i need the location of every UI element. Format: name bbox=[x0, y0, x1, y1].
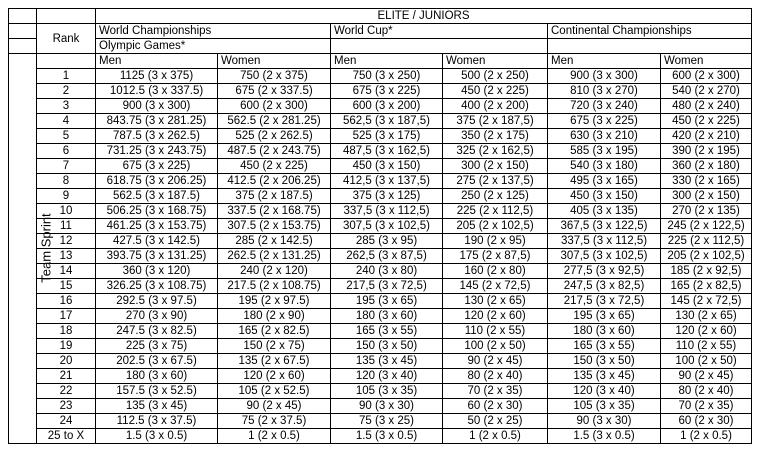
table-row bbox=[9, 219, 752, 234]
cc-women-cell: 165 (2 x 82,5) bbox=[661, 279, 752, 294]
cup-men-cell: 675 (3 x 225) bbox=[331, 84, 443, 99]
cup-women-cell: 175 (2 x 87,5) bbox=[443, 249, 548, 264]
wc-women-cell: 90 (2 x 45) bbox=[218, 399, 331, 414]
cup-women-heading: Women bbox=[443, 54, 548, 69]
cc-women-cell: 110 (2 x 55) bbox=[661, 339, 752, 354]
table-row bbox=[9, 339, 752, 354]
cc-women-cell: 600 (2 x 300) bbox=[661, 69, 752, 84]
cup-men-cell: 135 (3 x 45) bbox=[331, 354, 443, 369]
cup-men-cell: 1.5 (3 x 0.5) bbox=[331, 429, 443, 444]
cup-men-cell: 120 (3 x 40) bbox=[331, 369, 443, 384]
cup-men-heading: Men bbox=[331, 54, 443, 69]
wc-men-cell: 1.5 (3 x 0.5) bbox=[96, 429, 218, 444]
wc-women-cell: 105 (2 x 52.5) bbox=[218, 384, 331, 399]
wc-women-cell: 150 (2 x 75) bbox=[218, 339, 331, 354]
wc-men-cell: 506.25 (3 x 168.75) bbox=[96, 204, 218, 219]
wc-men-cell: 112.5 (3 x 37.5) bbox=[96, 414, 218, 429]
cc-men-cell: 810 (3 x 270) bbox=[548, 84, 661, 99]
rank-cell: 12 bbox=[37, 234, 96, 249]
rank-cell: 20 bbox=[37, 354, 96, 369]
empty-heading-cell bbox=[548, 39, 752, 54]
corner-cell bbox=[9, 24, 37, 39]
wc-women-cell: 307.5 (2 x 153.75) bbox=[218, 219, 331, 234]
cup-men-cell: 487,5 (3 x 162,5) bbox=[331, 144, 443, 159]
cup-men-cell: 450 (3 x 150) bbox=[331, 159, 443, 174]
cc-men-cell: 247,5 (3 x 82,5) bbox=[548, 279, 661, 294]
wc-men-cell: 562.5 (3 x 187.5) bbox=[96, 189, 218, 204]
cc-men-cell: 120 (3 x 40) bbox=[548, 384, 661, 399]
table-row bbox=[9, 129, 752, 144]
rank-cell: 5 bbox=[37, 129, 96, 144]
cup-women-cell: 205 (2 x 102,5) bbox=[443, 219, 548, 234]
cc-women-cell: 270 (2 x 135) bbox=[661, 204, 752, 219]
table-row bbox=[9, 369, 752, 384]
table-row bbox=[9, 159, 752, 174]
wc-men-cell: 1125 (3 x 375) bbox=[96, 69, 218, 84]
rank-cell: 23 bbox=[37, 399, 96, 414]
rank-cell: 1 bbox=[37, 69, 96, 84]
cup-men-cell: 337,5 (3 x 112,5) bbox=[331, 204, 443, 219]
olympic-games-heading: Olympic Games* bbox=[96, 39, 331, 54]
cup-women-cell: 350 (2 x 175) bbox=[443, 129, 548, 144]
wc-men-cell: 180 (3 x 60) bbox=[96, 369, 218, 384]
cc-men-cell: 540 (3 x 180) bbox=[548, 159, 661, 174]
cup-women-cell: 400 (2 x 200) bbox=[443, 99, 548, 114]
cc-men-cell: 367,5 (3 x 122,5) bbox=[548, 219, 661, 234]
cc-women-cell: 80 (2 x 40) bbox=[661, 384, 752, 399]
cc-women-cell: 360 (2 x 180) bbox=[661, 159, 752, 174]
cup-women-cell: 275 (2 x 137,5) bbox=[443, 174, 548, 189]
wc-men-cell: 1012.5 (3 x 337.5) bbox=[96, 84, 218, 99]
cc-men-cell: 277,5 (3 x 92,5) bbox=[548, 264, 661, 279]
rank-cell: 16 bbox=[37, 294, 96, 309]
cc-men-cell: 105 (3 x 35) bbox=[548, 399, 661, 414]
rank-cell: 10 bbox=[37, 204, 96, 219]
cup-men-cell: 750 (3 x 250) bbox=[331, 69, 443, 84]
wc-men-cell: 247.5 (3 x 82.5) bbox=[96, 324, 218, 339]
cup-men-cell: 285 (3 x 95) bbox=[331, 234, 443, 249]
cc-women-cell: 480 (2 x 240) bbox=[661, 99, 752, 114]
wc-men-cell: 461.25 (3 x 153.75) bbox=[96, 219, 218, 234]
wc-men-cell: 270 (3 x 90) bbox=[96, 309, 218, 324]
cup-women-cell: 70 (2 x 35) bbox=[443, 384, 548, 399]
table-row bbox=[9, 174, 752, 189]
wc-men-cell: 393.75 (3 x 131.25) bbox=[96, 249, 218, 264]
cc-women-cell: 540 (2 x 270) bbox=[661, 84, 752, 99]
cup-women-cell: 130 (2 x 65) bbox=[443, 294, 548, 309]
table-row bbox=[9, 399, 752, 414]
wc-men-cell: 326.25 (3 x 108.75) bbox=[96, 279, 218, 294]
cc-women-cell: 225 (2 x 112,5) bbox=[661, 234, 752, 249]
cc-women-cell: 90 (2 x 45) bbox=[661, 369, 752, 384]
table-row bbox=[9, 69, 752, 84]
rank-cell: 25 to X bbox=[37, 429, 96, 444]
cc-men-cell: 90 (3 x 30) bbox=[548, 414, 661, 429]
cc-men-cell: 405 (3 x 135) bbox=[548, 204, 661, 219]
cup-men-cell: 105 (3 x 35) bbox=[331, 384, 443, 399]
header-row-gender bbox=[9, 54, 752, 69]
wc-men-cell: 135 (3 x 45) bbox=[96, 399, 218, 414]
header-row-olympic bbox=[9, 39, 752, 54]
cup-men-cell: 150 (3 x 50) bbox=[331, 339, 443, 354]
cup-women-cell: 145 (2 x 72,5) bbox=[443, 279, 548, 294]
corner-cell bbox=[37, 9, 96, 24]
cc-men-cell: 150 (3 x 50) bbox=[548, 354, 661, 369]
table-row bbox=[9, 204, 752, 219]
cup-men-cell: 412,5 (3 x 137,5) bbox=[331, 174, 443, 189]
rank-cell: 18 bbox=[37, 324, 96, 339]
wc-women-heading: Women bbox=[218, 54, 331, 69]
wc-men-cell: 225 (3 x 75) bbox=[96, 339, 218, 354]
wc-men-cell: 675 (3 x 225) bbox=[96, 159, 218, 174]
cc-women-cell: 420 (2 x 210) bbox=[661, 129, 752, 144]
cc-men-cell: 720 (3 x 240) bbox=[548, 99, 661, 114]
cc-women-cell: 60 (2 x 30) bbox=[661, 414, 752, 429]
group-heading: ELITE / JUNIORS bbox=[96, 9, 752, 24]
rank-cell: 2 bbox=[37, 84, 96, 99]
cup-men-cell: 165 (3 x 55) bbox=[331, 324, 443, 339]
cup-women-cell: 50 (2 x 25) bbox=[443, 414, 548, 429]
corner-cell bbox=[9, 9, 37, 24]
cc-women-cell: 100 (2 x 50) bbox=[661, 354, 752, 369]
cup-women-cell: 100 (2 x 50) bbox=[443, 339, 548, 354]
cup-women-cell: 500 (2 x 250) bbox=[443, 69, 548, 84]
cup-women-cell: 250 (2 x 125) bbox=[443, 189, 548, 204]
rank-cell: 9 bbox=[37, 189, 96, 204]
cc-men-cell: 180 (3 x 60) bbox=[548, 324, 661, 339]
cup-men-cell: 75 (3 x 25) bbox=[331, 414, 443, 429]
wc-women-cell: 195 (2 x 97.5) bbox=[218, 294, 331, 309]
table-row bbox=[9, 354, 752, 369]
table-row bbox=[9, 429, 752, 444]
wc-women-cell: 562.5 (2 x 281.25) bbox=[218, 114, 331, 129]
rank-heading: Rank bbox=[37, 24, 96, 54]
wc-women-cell: 750 (2 x 375) bbox=[218, 69, 331, 84]
rank-cell: 21 bbox=[37, 369, 96, 384]
table-row bbox=[9, 294, 752, 309]
cup-men-cell: 262,5 (3 x 87,5) bbox=[331, 249, 443, 264]
cc-women-cell: 245 (2 x 122,5) bbox=[661, 219, 752, 234]
wc-men-cell: 618.75 (3 x 206.25) bbox=[96, 174, 218, 189]
cc-women-cell: 120 (2 x 60) bbox=[661, 324, 752, 339]
empty-heading-cell bbox=[331, 39, 548, 54]
cup-men-cell: 180 (3 x 60) bbox=[331, 309, 443, 324]
rank-cell: 17 bbox=[37, 309, 96, 324]
cc-men-cell: 337,5 (3 x 112,5) bbox=[548, 234, 661, 249]
wc-women-cell: 1 (2 x 0.5) bbox=[218, 429, 331, 444]
cc-men-cell: 585 (3 x 195) bbox=[548, 144, 661, 159]
cup-men-cell: 525 (3 x 175) bbox=[331, 129, 443, 144]
empty-rank-cell bbox=[37, 54, 96, 69]
cup-men-cell: 307,5 (3 x 102,5) bbox=[331, 219, 443, 234]
rank-cell: 22 bbox=[37, 384, 96, 399]
cup-women-cell: 1 (2 x 0.5) bbox=[443, 429, 548, 444]
cup-women-cell: 300 (2 x 150) bbox=[443, 159, 548, 174]
table-row bbox=[9, 189, 752, 204]
wc-women-cell: 375 (2 x 187.5) bbox=[218, 189, 331, 204]
header-row-competitions bbox=[9, 24, 752, 39]
cc-women-cell: 390 (2 x 195) bbox=[661, 144, 752, 159]
points-table-wrapper bbox=[8, 8, 752, 444]
cc-men-cell: 165 (3 x 55) bbox=[548, 339, 661, 354]
cup-women-cell: 450 (2 x 225) bbox=[443, 84, 548, 99]
cc-women-cell: 1 (2 x 0.5) bbox=[661, 429, 752, 444]
cc-men-cell: 135 (3 x 45) bbox=[548, 369, 661, 384]
cc-women-cell: 330 (2 x 165) bbox=[661, 174, 752, 189]
continental-championships-heading: Continental Championships bbox=[548, 24, 752, 39]
wc-women-cell: 165 (2 x 82.5) bbox=[218, 324, 331, 339]
wc-women-cell: 450 (2 x 225) bbox=[218, 159, 331, 174]
cc-women-cell: 205 (2 x 102,5) bbox=[661, 249, 752, 264]
wc-women-cell: 285 (2 x 142.5) bbox=[218, 234, 331, 249]
table-row bbox=[9, 249, 752, 264]
cc-women-cell: 145 (2 x 72,5) bbox=[661, 294, 752, 309]
wc-men-heading: Men bbox=[96, 54, 218, 69]
wc-men-cell: 731.25 (3 x 243.75) bbox=[96, 144, 218, 159]
rank-cell: 11 bbox=[37, 219, 96, 234]
table-row bbox=[9, 309, 752, 324]
table-row bbox=[9, 84, 752, 99]
cc-women-cell: 185 (2 x 92,5) bbox=[661, 264, 752, 279]
table-row bbox=[9, 414, 752, 429]
wc-women-cell: 75 (2 x 37.5) bbox=[218, 414, 331, 429]
cc-women-cell: 130 (2 x 65) bbox=[661, 309, 752, 324]
cc-men-cell: 630 (3 x 210) bbox=[548, 129, 661, 144]
wc-men-cell: 787.5 (3 x 262.5) bbox=[96, 129, 218, 144]
cup-men-cell: 217,5 (3 x 72,5) bbox=[331, 279, 443, 294]
table-row bbox=[9, 234, 752, 249]
cup-women-cell: 80 (2 x 40) bbox=[443, 369, 548, 384]
cup-women-cell: 60 (2 x 30) bbox=[443, 399, 548, 414]
cc-women-cell: 450 (2 x 225) bbox=[661, 114, 752, 129]
wc-men-cell: 427.5 (3 x 142.5) bbox=[96, 234, 218, 249]
cup-men-cell: 375 (3 x 125) bbox=[331, 189, 443, 204]
cup-women-cell: 90 (2 x 45) bbox=[443, 354, 548, 369]
world-cup-heading: World Cup* bbox=[331, 24, 548, 39]
wc-women-cell: 120 (2 x 60) bbox=[218, 369, 331, 384]
rank-cell: 15 bbox=[37, 279, 96, 294]
wc-men-cell: 360 (3 x 120) bbox=[96, 264, 218, 279]
cc-men-cell: 675 (3 x 225) bbox=[548, 114, 661, 129]
wc-women-cell: 262.5 (2 x 131.25) bbox=[218, 249, 331, 264]
cc-men-cell: 1.5 (3 x 0.5) bbox=[548, 429, 661, 444]
team-sprint-side-label bbox=[9, 54, 54, 444]
wc-women-cell: 180 (2 x 90) bbox=[218, 309, 331, 324]
table-row bbox=[9, 144, 752, 159]
cc-men-cell: 495 (3 x 165) bbox=[548, 174, 661, 189]
points-table bbox=[8, 8, 752, 444]
cup-women-cell: 120 (2 x 60) bbox=[443, 309, 548, 324]
table-row bbox=[9, 324, 752, 339]
cc-men-heading: Men bbox=[548, 54, 661, 69]
cup-women-cell: 225 (2 x 112,5) bbox=[443, 204, 548, 219]
cc-men-cell: 450 (3 x 150) bbox=[548, 189, 661, 204]
table-row bbox=[9, 264, 752, 279]
wc-men-cell: 157.5 (3 x 52.5) bbox=[96, 384, 218, 399]
cc-men-cell: 195 (3 x 65) bbox=[548, 309, 661, 324]
cup-men-cell: 195 (3 x 65) bbox=[331, 294, 443, 309]
world-championships-heading: World Championships bbox=[96, 24, 331, 39]
table-row bbox=[9, 114, 752, 129]
cup-men-cell: 562,5 (3 x 187,5) bbox=[331, 114, 443, 129]
cup-men-cell: 240 (3 x 80) bbox=[331, 264, 443, 279]
wc-women-cell: 487.5 (2 x 243.75) bbox=[218, 144, 331, 159]
cup-men-cell: 600 (3 x 200) bbox=[331, 99, 443, 114]
rank-cell: 19 bbox=[37, 339, 96, 354]
wc-men-cell: 843.75 (3 x 281.25) bbox=[96, 114, 218, 129]
wc-women-cell: 675 (2 x 337.5) bbox=[218, 84, 331, 99]
wc-men-cell: 292.5 (3 x 97.5) bbox=[96, 294, 218, 309]
wc-women-cell: 412.5 (2 x 206.25) bbox=[218, 174, 331, 189]
rank-cell: 14 bbox=[37, 264, 96, 279]
wc-women-cell: 135 (2 x 67.5) bbox=[218, 354, 331, 369]
rank-cell: 13 bbox=[37, 249, 96, 264]
cc-women-heading: Women bbox=[661, 54, 752, 69]
cup-women-cell: 375 (2 x 187,5) bbox=[443, 114, 548, 129]
wc-men-cell: 202.5 (3 x 67.5) bbox=[96, 354, 218, 369]
wc-men-cell: 900 (3 x 300) bbox=[96, 99, 218, 114]
cc-men-cell: 900 (3 x 300) bbox=[548, 69, 661, 84]
rank-cell: 3 bbox=[37, 99, 96, 114]
cup-women-cell: 110 (2 x 55) bbox=[443, 324, 548, 339]
rank-cell: 8 bbox=[37, 174, 96, 189]
cup-men-cell: 90 (3 x 30) bbox=[331, 399, 443, 414]
table-row bbox=[9, 384, 752, 399]
cup-women-cell: 325 (2 x 162,5) bbox=[443, 144, 548, 159]
wc-women-cell: 240 (2 x 120) bbox=[218, 264, 331, 279]
table-row bbox=[9, 279, 752, 294]
rank-cell: 24 bbox=[37, 414, 96, 429]
team-sprint-label: Team Sprint bbox=[38, 213, 54, 283]
cc-women-cell: 70 (2 x 35) bbox=[661, 399, 752, 414]
table-row bbox=[9, 99, 752, 114]
header-row-group bbox=[9, 9, 752, 24]
wc-women-cell: 217.5 (2 x 108.75) bbox=[218, 279, 331, 294]
corner-cell bbox=[9, 39, 37, 54]
rank-cell: 4 bbox=[37, 114, 96, 129]
cc-women-cell: 300 (2 x 150) bbox=[661, 189, 752, 204]
wc-women-cell: 337.5 (2 x 168.75) bbox=[218, 204, 331, 219]
rank-cell: 6 bbox=[37, 144, 96, 159]
cc-men-cell: 217,5 (3 x 72,5) bbox=[548, 294, 661, 309]
cc-men-cell: 307,5 (3 x 102,5) bbox=[548, 249, 661, 264]
wc-women-cell: 525 (2 x 262.5) bbox=[218, 129, 331, 144]
rank-cell: 7 bbox=[37, 159, 96, 174]
wc-women-cell: 600 (2 x 300) bbox=[218, 99, 331, 114]
cup-women-cell: 160 (2 x 80) bbox=[443, 264, 548, 279]
cup-women-cell: 190 (2 x 95) bbox=[443, 234, 548, 249]
